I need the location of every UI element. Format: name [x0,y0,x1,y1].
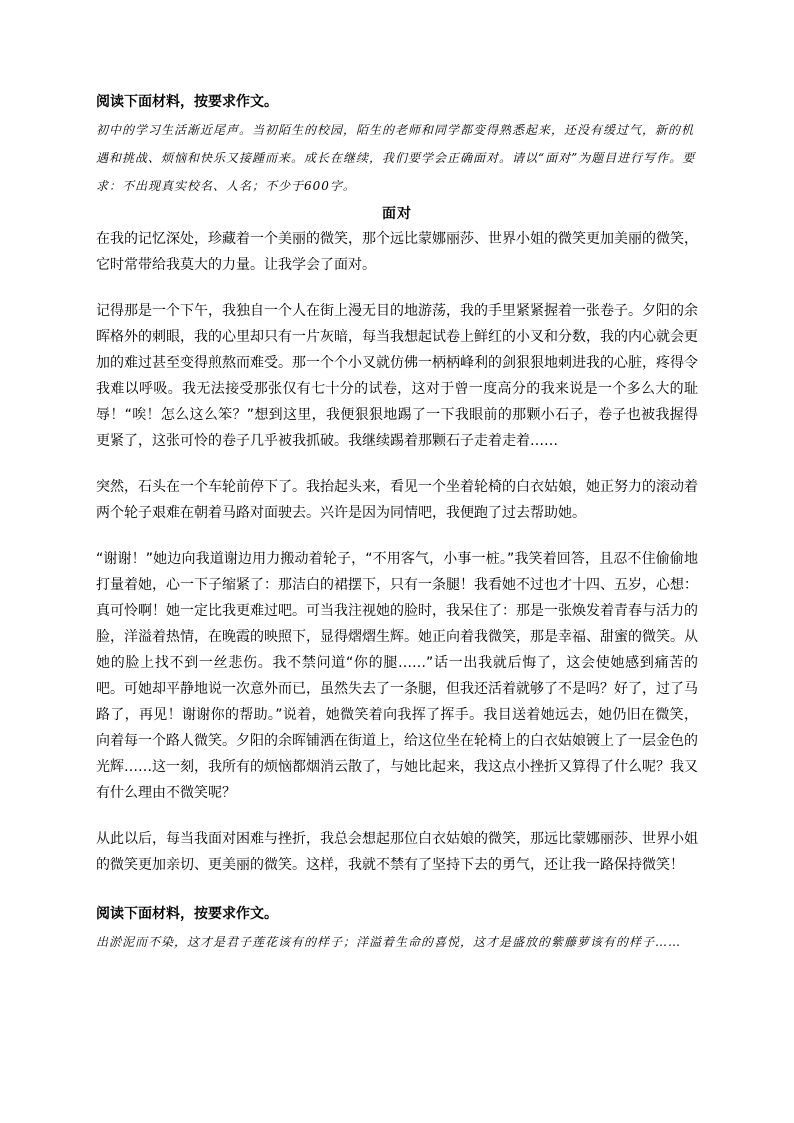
section2-heading: 阅读下面材料，按要求作文。 [96,906,278,922]
section1-heading: 阅读下面材料，按要求作文。 [96,94,278,110]
essay-paragraph-1: 在我的记忆深处，珍藏着一个美丽的微笑，那个远比蒙娜丽莎、世界小姐的微笑更加美丽的微笑，它时常带给我莫大的力量。让我学会了面对。 [96,231,698,273]
essay-title: 面对 [382,206,412,222]
section2-prompt: 出淤泥而不染，这才是君子莲花该有的样子；洋溢着生命的喜悦，这才是盛放的紫藤萝该有的样子…… [96,935,682,949]
section1-prompt: 初中的学习生活渐近尾声。当初陌生的校园，陌生的老师和同学都变得熟悉起来，还没有缓过气，新的机遇和挑战、烦恼和快乐又接踵而来。成长在继续，我们要学会正确面对。请以“面对”为题目进行写作。要求：不出现真实校名、人名；不少于600字。 [96,123,696,193]
essay-paragraph-5: 从此以后，每当我面对困难与挫折，我总会想起那位白衣姑娘的微笑，那远比蒙娜丽莎、世界小姐的微笑更加亲切、更美丽的微笑。这样，我就不禁有了坚持下去的勇气，还让我一路保持微笑！ [96,831,698,873]
essay-paragraph-4: “谢谢！”她边向我道谢边用力搬动着轮子，“不用客气，小事一桩。”我笑着回答，且忍不住偷偷地打量着她，心一下子缩紧了：那洁白的裙摆下，只有一条腿！我看她不过也才十四、五岁，心想：真可怜啊！她一定比我更难过吧。可当我注视她的脸时，我呆住了：那是一张焕发着青春与活力的脸，洋溢着热情，在晚霞的映照下，显得熠熠生辉。她正向着我微笑，那是幸福、甜蜜的微笑。从她的脸上找不到一丝悲伤。我不禁问道“你的腿……”话一出我就后悔了，这会使她感到痛苦的吧。可她却平静地说一次意外而已，虽然失去了一条腿，但我还活着就够了不是吗？好了，过了马路了，再见！谢谢你的帮助。”说着，她微笑着向我挥了挥手。我目送着她远去，她仍旧在微笑，向着每一个路人微笑。夕阳的余晖铺洒在街道上，给这位坐在轮椅上的白衣姑娘镀上了一层金色的光辉……这一刻，我所有的烦恼都烟消云散了，与她比起来，我这点小挫折又算得了什么呢？我又有什么理由不微笑呢？ [96,551,698,801]
essay-paragraph-2: 记得那是一个下午，我独自一个人在街上漫无目的地游荡，我的手里紧紧握着一张卷子。夕阳的余晖格外的刺眼，我的心里却只有一片灰暗，每当我想起试卷上鲜红的小叉和分数，我的内心就会更加的难过甚至变得煎熬而难受。那一个个小叉就仿佛一柄柄峰利的剑狠狠地刺进我的心脏，疼得令我难以呼吸。我无法接受那张仅有七十分的试卷，这对于曾一度高分的我来说是一个多么大的耻辱！“唉！怎么这么笨？”想到这里，我便狠狠地踢了一下我眼前的那颗小石子，卷子也被我握得更紧了，这张可怜的卷子几乎被我抓破。我继续踢着那颗石子走着走着…… [96,303,698,449]
essay-paragraph-3: 突然，石头在一个车轮前停下了。我抬起头来，看见一个坐着轮椅的白衣姑娘，她正努力的滚动着两个轮子艰难在朝着马路对面驶去。兴许是因为同情吧，我便跑了过去帮助她。 [96,479,698,521]
section2 [96,904,698,956]
document-page [96,92,698,956]
